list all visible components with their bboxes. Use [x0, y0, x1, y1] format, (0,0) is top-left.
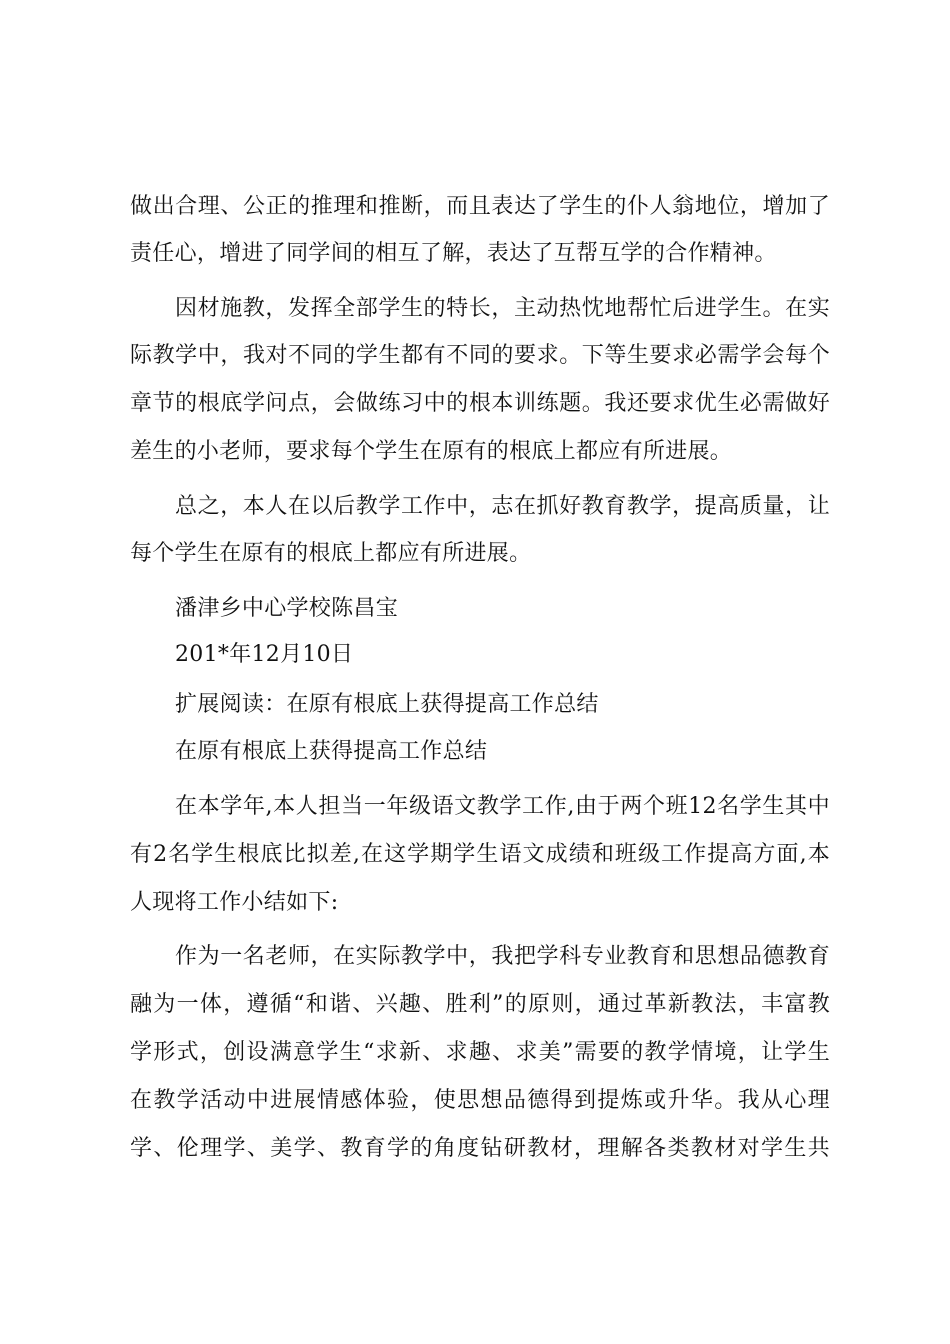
text-line: 在本学年,本人担当一年级语文教学工作,由于两个班12名学生其中 — [175, 794, 830, 819]
text-line: 每个学生在原有的根底上都应有所进展。 — [130, 541, 532, 566]
text-line: 作为一名老师，在实际教学中，我把学科专业教育和思想品德教育 — [175, 944, 830, 969]
text-line: 因材施教，发挥全部学生的特长，主动热忱地帮忙后进学生。在实 — [175, 296, 830, 321]
text-line: 差生的小老师，要求每个学生在原有的根底上都应有所进展。 — [130, 439, 733, 464]
text-line: 有2名学生根底比拟差,在这学期学生语文成绩和班级工作提高方面,本 — [130, 842, 830, 867]
text-line: 际教学中，我对不同的学生都有不同的要求。下等生要求必需学会每个 — [130, 343, 830, 368]
text-line: 融为一体，遵循“和谐、兴趣、胜利”的原则，通过革新教法，丰富教 — [130, 992, 830, 1017]
section-title: 在原有根底上获得提高工作总结 — [175, 739, 488, 764]
text-line: 责任心，增进了同学间的相互了解，表达了互帮互学的合作精神。 — [130, 241, 777, 266]
text-line: 在教学活动中进展情感体验，使思想品德得到提炼或升华。我从心理 — [130, 1088, 830, 1113]
signature-date: 201*年12月10日 — [175, 642, 354, 667]
text-line: 做出合理、公正的推理和推断，而且表达了学生的仆人翁地位，增加了 — [130, 194, 830, 219]
text-line: 学形式，创设满意学生“求新、求趣、求美”需要的教学情境，让学生 — [130, 1040, 830, 1065]
text-line: 学、伦理学、美学、教育学的角度钻研教材，理解各类教材对学生共 — [130, 1136, 830, 1161]
signature-school-name: 潘津乡中心学校陈昌宝 — [175, 596, 399, 621]
text-line: 总之，本人在以后教学工作中，志在抓好教育教学，提高质量，让 — [175, 494, 830, 519]
text-line: 人现将工作小结如下: — [130, 890, 339, 915]
text-line: 章节的根底学问点，会做练习中的根本训练题。我还要求优生必需做好 — [130, 391, 830, 416]
extended-reading-label: 扩展阅读：在原有根底上获得提高工作总结 — [175, 692, 599, 717]
